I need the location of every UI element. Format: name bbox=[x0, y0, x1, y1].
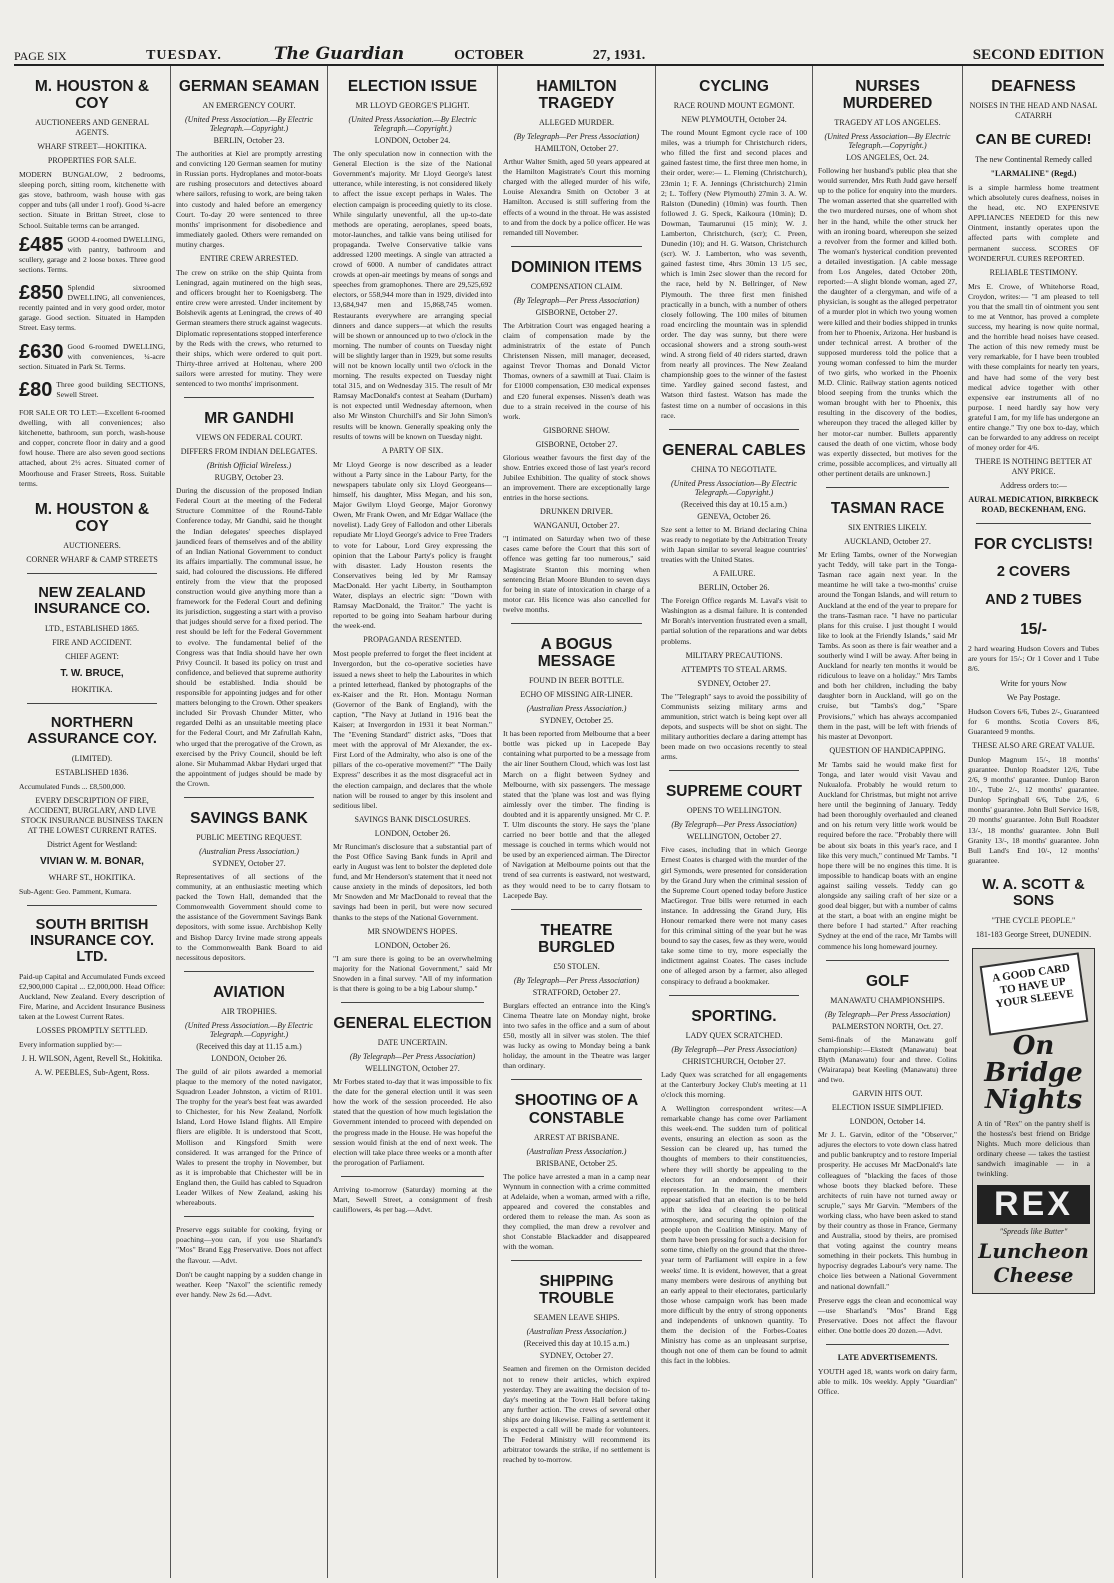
article-dateline: BERLIN, October 26. bbox=[698, 583, 770, 593]
article-dateline: LONDON, October 26. bbox=[374, 940, 451, 950]
advert-price: 15/- bbox=[1020, 621, 1047, 639]
article-subheading: PUBLIC MEETING REQUEST. bbox=[196, 833, 302, 843]
column-2 bbox=[171, 66, 328, 1578]
article-body: Mr Erling Tambs, owner of the Norwegian yacht Teddy, will take part in the Tonga-Tasman race again next year. In the meantime he will take a two-months' cruise around the Tongan Islands, and will return to Auckland at the end of the year to prepare for the trans-Tasman race. "I have no particular plans for this cruise. I just thought I would like to look at the Friendly Islands," said Mr Tambs. As soon as there is fair weather and a southerly wind I will be away. After being in Auckland for nearly ten months it would be ridiculous to leave on a holiday." Mrs Tambs and both her children, including the baby daughter born in Auckland, will go on the cruise, but "Tambs's dog," "Spare Provisions," which has always accompanied them in the past, will be left with friends of his master at Devonport. bbox=[818, 550, 957, 741]
info-text: Every information supplied by:— bbox=[19, 1040, 122, 1050]
column-7-ads bbox=[963, 66, 1104, 1578]
article-body: Five cases, including that in which George Ernest Coates is charged with the murder of the girl Symonds, were presented for consideration by the Grand Jury when the criminal session of the Supreme Court opened today before Justice MacGregor. True bills were returned in each instance. In addressing the Grand Jury, His Honour remarked there were not many cases for this criminal sitting of the year but he was bound to say the cases, few as they were, would take some time to try, more especially the indictment against Coates. The cases include one of alleged arson by a farmer, also alleged conspiracy to defraud a bookmaker. bbox=[661, 845, 807, 986]
article-source: (Australian Press Association.) bbox=[526, 1146, 627, 1156]
masthead bbox=[14, 38, 1104, 66]
article-headline: AVIATION bbox=[213, 983, 285, 1001]
property-ad: MODERN BUNGALOW, 2 bedrooms, sleeping porch, sitting room, kitchenette with gas stove, bathroom, wash house with gas copper and tubs (all under 1 roof). Good ¼-acre section. Situate in Brittan Street, close to School. Suitable terms can be arranged. bbox=[19, 170, 165, 230]
article-subheading: MR SNOWDEN'S HOPES. bbox=[367, 926, 458, 936]
article-subheading: QUESTION OF HANDICAPPING. bbox=[829, 745, 946, 755]
article-headline: TASMAN RACE bbox=[830, 500, 945, 517]
advert-text: Preserve eggs suitable for cooking, frying or poaching—you can, if you use Sharland's "Mos" Brand Egg Preservative. Does not affect the flavour. —Advt. bbox=[176, 1225, 322, 1265]
article-headline: GENERAL ELECTION bbox=[333, 1014, 492, 1032]
article-subheading: A FAILURE. bbox=[712, 569, 756, 579]
article-dateline: RUGBY, October 23. bbox=[214, 473, 284, 483]
article-headline: SHOOTING OF A CONSTABLE bbox=[514, 1092, 639, 1127]
article-headline: SAVINGS BANK bbox=[190, 809, 308, 827]
losses-text: LOSSES PROMPTLY SETTLED. bbox=[36, 1026, 148, 1036]
article-headline: DOMINION ITEMS bbox=[511, 258, 642, 276]
article-source: (United Press Association—By Electric Telegraph.—Copyright.) bbox=[671, 478, 797, 497]
article-dateline: BERLIN, October 23. bbox=[213, 136, 285, 146]
article-dateline: LONDON, October 26. bbox=[374, 828, 451, 838]
insurance-company-name: SOUTH BRITISH INSURANCE COY. LTD. bbox=[29, 916, 155, 965]
insurance-company-name: NORTHERN ASSURANCE COY. bbox=[27, 714, 157, 747]
property-text: Splendid sixroomed DWELLING, all conveniences, recently painted and in very good order, motor garage. Good section. Situated in Hampden Street. Easy terms. bbox=[19, 283, 165, 333]
firm-address: WHARF STREET—HOKITIKA. bbox=[37, 142, 147, 152]
article-source: (By Telegraph—Per Press Association) bbox=[513, 295, 640, 305]
article-body: The crew on strike on the ship Quinta from Leningrad, again mutinered on the high seas, and officers brought her to Koenigsberg. The entire crew were arrested. Under incitement by Bolshevik agents at Leningrad, the crews of 40 German steamers there struck against wagecuts. Diplomatic representations stopped interference by the Reds with the crews, who returned to their ships, which were ordered to quit port. Thirty-three arrived at Holtenau, where 200 sailors were arrested for mutiny. They were sentenced to two months' imprisonment. bbox=[176, 267, 322, 389]
article-body: Lady Quex was scratched for all engagements at the Canterbury Jockey Club's meeting at 11 o'clock this morning. bbox=[661, 1069, 807, 1099]
article-subheading: RACE ROUND MOUNT EGMONT. bbox=[673, 101, 795, 111]
insurance-type: FIRE AND ACCIDENT. bbox=[52, 637, 132, 647]
article-headline: MR GANDHI bbox=[204, 410, 294, 428]
article-source: (Australian Press Association.) bbox=[526, 1327, 627, 1337]
sub-agent-name: A. W. PEEBLES, Sub-Agent, Ross. bbox=[34, 1068, 150, 1078]
advert-text: Don't be caught napping by a sudden change in weather. Keep "Naxol" the scientific remedy ever handy. New 2s 6d.—Advt. bbox=[176, 1269, 322, 1299]
advert-headline: CAN BE CURED! bbox=[975, 132, 1092, 149]
advert-body: Mrs E. Crowe, of Whitehorse Road, Croydon, writes:— "I am pleased to tell you that the small tin of ointment you sent to me at Ventnor, has proved a complete success, my hearing is now quite normal, and the horrible head noises have ceased. The action of this new remedy must be very remarkable, for I have been troubled with these complaints for nearly ten years, and have had some of the very best medical advice together with other expensive ear instruments all of no purpose. I need hardly say how very grateful I am, for my life has undergone an entire change." Try one box to-day, which can be forwarded to any address on receipt of money order for 4/6. bbox=[968, 281, 1099, 453]
firm-name: M. HOUSTON & COY bbox=[34, 500, 150, 535]
article-body: The "Telegraph" says to avoid the possibility of Communists seizing military arms and ammunition, strict watch is being kept over all depots, and suspects will be shot on sight. The military authorities declare a daring attempt has been made on two occasions recently to steal arms. bbox=[661, 691, 807, 762]
article-dateline: LONDON, October 26. bbox=[211, 1053, 287, 1063]
property-ad bbox=[19, 380, 165, 400]
article-dateline: PALMERSTON NORTH, Oct. 27. bbox=[831, 1021, 944, 1031]
article-dateline: GENEVA, October 26. bbox=[697, 511, 771, 521]
advert-body: A tin of "Rex" on the pantry shelf is the hostess's best friend on Bridge Nights. Much more delicious than ordinary cheese — takes the tastiest sandwich imaginable — in a twinkling. bbox=[977, 1118, 1090, 1179]
article-subheading: PROPAGANDA RESENTED. bbox=[363, 635, 462, 645]
article-source: (By Telegraph—Per Press Association) bbox=[671, 1044, 797, 1054]
article-body: Mr Tambs said he would make first for Tonga, and later would visit Vavau and Nukualofa. Probably he would return to Auckland for Christmas, but might not arrive here until the beginning of January. Teddy had been thoroughly overhauled and cleaned and on his return very little work would be required before the race. "Probably there will be about six boats in this year's race, and I like this very much," continued Mr Tambs. "I hope there will be no engines this time. It is impossible to handicap boats with an engine against sailing vessels. Teddy can go alongside any sailing craft of her size or a good deal bigger, but with a number of calms at the start, a boat with an engine might be there before I had started." After reaching Sydney at the end of the race, Mr Tambs will commence his long homeward journey. bbox=[818, 759, 957, 951]
article-subheading: SAVINGS BANK DISCLOSURES. bbox=[354, 814, 471, 824]
advert-subheading: The new Continental Remedy called bbox=[975, 154, 1092, 164]
article-headline: GOLF bbox=[865, 972, 910, 990]
article-subheading: AIR TROPHIES. bbox=[221, 1006, 277, 1016]
article-subheading: GARVIN HITS OUT. bbox=[852, 1089, 923, 1099]
advert-headline: DEAFNESS bbox=[991, 78, 1076, 95]
advert-body: 2 hard wearing Hudson Covers and Tubes are yours for 15/-; Or 1 Cover and 1 Tube 8/6. bbox=[968, 644, 1099, 674]
advert-subheading: RELIABLE TESTIMONY. bbox=[989, 267, 1078, 277]
article-body: Sze sent a letter to M. Briand declaring China was ready to negotiate by the Arbitration Treaty with Japan similar to several league countries' treaties with the United States. bbox=[661, 524, 807, 565]
article-headline: NURSES MURDERED bbox=[842, 78, 933, 113]
rex-cheese-advert bbox=[972, 948, 1095, 1294]
article-subheading: ECHO OF MISSING AIR-LINER. bbox=[520, 690, 633, 700]
advert-address: AURAL MEDICATION, BIRKBECK ROAD, BECKENHAM, ENG. bbox=[968, 495, 1099, 515]
article-source: (United Press Association.—By Electric Telegraph.—Copyright.) bbox=[348, 115, 477, 134]
article-body: The Foreign Office regards M. Laval's visit to Washington as a dismal failure. It is contended Mr Borah's intervention frustrated even a small, partial solution of the reparations and war debts problems. bbox=[661, 596, 807, 646]
article-dateline: AUCKLAND, October 27. bbox=[844, 537, 931, 547]
classified-ad: YOUTH aged 18, wants work on dairy farm, able to milk. 10s weekly. Apply "Guardian" Office. bbox=[818, 1367, 957, 1397]
insurance-established: LTD., ESTABLISHED 1865. bbox=[45, 623, 139, 633]
article-source: (By Telegraph—Per Press Association) bbox=[513, 975, 640, 985]
article-headline: SHIPPING TROUBLE bbox=[539, 1273, 614, 1308]
article-source: (United Press Association—By Electric Telegraph.—Copyright.) bbox=[824, 132, 951, 151]
article-headline: SPORTING. bbox=[691, 1007, 777, 1025]
article-dateline: SYDNEY, October 27. bbox=[697, 678, 771, 688]
property-ad: FOR SALE OR TO LET:—Excellent 6-roomed dwelling, with all conveniences; also kitchenette, bathroom, sun porch, wash-house and copper, concrete floor in dairy and a good fowl house. There are also seven good sections attached, about 2½ acres. Situated corner of Moorhouse and Fraser Streets, Ross. Suitable terms. bbox=[19, 407, 165, 488]
advert-headline: On Bridge Nights bbox=[984, 1030, 1083, 1116]
article-subheading: OPENS TO WELLINGTON. bbox=[686, 806, 782, 816]
agent-name: VIVIAN W. M. BONAR, bbox=[40, 855, 144, 867]
article-headline: CYCLING bbox=[699, 78, 769, 95]
property-text: GOOD 4-roomed DWELLING, with pantry, bathroom and scullery, garage and 2 loose boxes. Three good sections. Terms. bbox=[19, 234, 165, 274]
article-body: Arthur Walter Smith, aged 50 years appeared at the Hamilton Magistrate's Court this morning charged with the alleged murder of his wife, Louise Alexandra Smith on October 3 at Hamilton. Accused is still suffering from the effects of a wound in the throat. He was assisted to and from the dock by a police officer. He was remanded till November. bbox=[503, 157, 650, 237]
property-price: £630 bbox=[19, 340, 64, 363]
article-body: Following her husband's public plea that she would surrender, Mrs Ruth Judd gave herself up to the police for enquiry into the murders. The woman asserted that she quarrelled with the two murdered nurses, one of whom shot her in the hand, while the other struck her with an ironing board, whereupon she seized a revolver from the former and killed both. The woman's hysterical condition prevented a detailed investigation. [A cable message from Los Angeles, dated October 20th, reported:—A slight blonde woman, aged 27, the daughter of a clergyman, and wife of a physician, is sought as the alleged perpetrator of a murder plot in which two young women were killed and their bodies shipped in trunks from her to Phoenix, Arizona. Her husband is under technical arrest. A brother of the supposed murderess told the police that a young woman confessed to him the murder of two girls, who worked in the Phoenix M.D. Clinic. Railway station agents noticed blood seeping from the trunks which the woman brought with her to Phoenix, this resulting in the discovery of the bodies, whereupon they traced the alleged killer by her motor-car number. Bullets apparently caused the death of one victim, whose body was expertly dissected, but motives for the crime, possible accomplices, and virtually all other pertinent details are unknown.] bbox=[818, 166, 957, 478]
masthead-date: 27, 1931. bbox=[592, 48, 646, 63]
advert-headline: 2 COVERS bbox=[996, 564, 1071, 581]
article-body: The only speculation now in connection with the General Election is the size of the National Government's majority. Mr Lloyd George's latest utterance, while interesting, is not considered likely to affect the issue except perhaps in Wales. The election campaign is proceeding quietly to its close. While singularly uneventful, all the up-to-date methods are operating, aeroplanes, speed boats, motor-launches, and talkie vans being utilised for propaganda. Twelve Conservative talkie vans addressed 1200 meetings. A single van attracted a crowd of 6000. A number of candidates attract crowds at open-air meetings by means of songs and speeches from gramophones. There are 29,525,692 electors, or 558,944 more than in 1929, divided into 13,684,947 men and 15,868,745 women. Restaurants everywhere are arranging special dinners and dance suppers—at which the results will be shown or announced up to two o'clock in the morning. The number of counts on Tuesday night will be slightly larger than in 1929, but some results will not be known locally until two o'clock in the morning. The results expected on Tuesday night total 315, and on Wednesday 315. The result of Mr Ramsay MacDonald's contest at Seaham (Durham) is not expected until Wednesday afternoon, when also Mr Winston Churchill's and Sir John Simon's results will be known. Generally speaking only the results of towns will be known on Tuesday night. bbox=[333, 149, 492, 441]
newspaper-title: The Guardian bbox=[273, 44, 405, 64]
article-subheading: LADY QUEX SCRATCHED. bbox=[685, 1030, 783, 1040]
article-headline: SUPREME COURT bbox=[665, 783, 803, 801]
advert-subheading: NOISES IN THE HEAD AND NASAL CATARRH bbox=[969, 101, 1098, 121]
article-body: During the discussion of the proposed Indian Federal Court at the meeting of the Federal Structure Committee of the Round-Table Conference today, Mr Gandhi, said he thought the Indian delegates' speeches displayed jaundiced fears of themselves and of the ability of an Indian National Government to conduct its affairs impartially. The communal issue, he said, had coloured the discussions. He differed entirely from the view that the proposed construction would give anything more than a framework for the Federal Court and defining its jurisdiction, suggesting a start with a proviso that judges should serve for a fixed period. The rest should be left for the Federal Government to evolve. The fundamental belief of the Congress was that India should have her own Privy Council. It based its policy on trust and confidence, and believed that supreme authority should be established. India should be responsible for appointing judges and for other matters belonging to the Crown. Other speakers included Sir Provash Chunder Mitter, who regarded Delhi as an unsuitable meeting place for the Federal Court, and Mr Zafrullah Kahn, who urged that the prerogative of the Crown, as exercised by the Privy Council, should be left alone. Sir Muhammad Akbar Hydari urged that the appointment of judges should be made by the Crown. bbox=[176, 486, 322, 788]
property-ad bbox=[19, 235, 165, 275]
article-subheading: MILITARY PRECAUTIONS. bbox=[685, 650, 783, 660]
sub-agent: Sub-Agent: Geo. Pamment, Kumara. bbox=[19, 886, 132, 896]
article-dateline: SYDNEY, October 27. bbox=[539, 1351, 614, 1361]
edition-label: SECOND EDITION bbox=[972, 47, 1104, 63]
advert-headline: AND 2 TUBES bbox=[985, 592, 1082, 609]
article-body: A Wellington correspondent writes:—A remarkable change has come over Parliament this week-end. The sudden turn of political events, ensuring an election as soon as the Session can be cleared up, has turned the thoughts of members to their constituencies, where they will shortly be appealing to the electors for an endorsement of their representation. In the main, the members appear satisfied that an election is to be held with the idea of clearing the political atmosphere, and securing the opinion of the people upon the Coalition Ministry. Many of them have been pressing for such a decision for some time, chiefly on the ground that the three-year term of Parliament will expire in a few weeks' time. It is evident, however, that a great many members were desirous of anything but an early appeal to their electorates, particularly those whose campaign work has been made more difficult by the entry of strong opponents and independents of unknown quantity. To them the decision of the Forbes-Coates Ministry has come as an unpleasant surprise, though not one of them can be found to admit this fact in the lobbies. bbox=[661, 1104, 807, 1366]
article-source: (By Telegraph—Per Press Association) bbox=[824, 1009, 951, 1019]
article-body: Mr J. L. Garvin, editor of the "Observer," adjures the electors to vote down class hatred and public bankruptcy and to restore Imperial prosperity. He accuses Mr MacDonald's late colleagues of "blacking the faces of those whose boots they blacked before. These architects of ruin have not turned away or scruple," says Mr Garvin. "Members of the working class, who have been asked to stand by their country as those in France, Germany and Australia, stood by theirs, are promised that voting against the country means something in their pockets. This humbug in hypocrisy degrades Labour's very name. The choice lies between a National Government and national downfall." bbox=[818, 1130, 957, 1291]
advert-subheading: We Pay Postage. bbox=[1006, 692, 1061, 702]
article-subheading: SEAMEN LEAVE SHIPS. bbox=[533, 1313, 620, 1323]
article-body: The guild of air pilots awarded a memorial plaque to the memory of the noted navigator, Squadron Leader Johnston, a victim of R101. The trophy for the year's best feat was awarded to Chichester, for his New Zealand, Norfolk Island, Lord Howe Island flights. All Empire fliers are eligible. It is understood that Scott, Mollison and Kingsford Smith were considered. It was arranged for the Prince of Wales to present the trophy in November, but as it is improbable that Chichester will be in England then, the Guild has cabled to Squadron Leader Wilkes of New Zealand, asking his whereabouts. bbox=[176, 1066, 322, 1208]
article-body: "I intimated on Saturday when two of these cases came before the Court that this sort of offence was getting far too numerous," said Magistrate Stanton this morning when sentencing Brian Moore Blunden to seven days for being in state of intoxication in charge of a motor car. His licence was also cancelled for twelve months. bbox=[503, 534, 650, 614]
firm-name: M. HOUSTON & COY bbox=[34, 78, 150, 113]
advert-subheading: Address orders to:— bbox=[1000, 481, 1067, 491]
advert-body: is a simple harmless home treatment which absolutely cures deafness, noises in the head, etc. NO EXPENSIVE APPLIANCES NEEDED for this new Ointment, instantly operates upon the affected parts with complete and permanent success. SCORES OF WONDERFUL CURES REPORTED. bbox=[968, 182, 1099, 263]
article-subheading: AN EMERGENCY COURT. bbox=[202, 101, 296, 111]
article-headline: A BOGUS MESSAGE bbox=[537, 636, 616, 671]
article-subheading: MR LLOYD GEORGE'S PLIGHT. bbox=[355, 101, 470, 111]
article-source: (Australian Press Association.) bbox=[526, 704, 627, 714]
article-subheading: VIEWS ON FEDERAL COURT. bbox=[195, 433, 303, 443]
article-body: The round Mount Egmont cycle race of 100 miles, was a triumph for Christchurch riders, who filled the first and second places and gained fastest time, the first three men home, in their order, were:— L. Fleming (Christchurch), 23min 1; F. A. Jennings (Christchurch) 21min 2; L. Toffery (New Plymouth) 27min 3. A. W. Ralston (Dunedin) (10min) was fourth. Then followed J. G. Speck, Kaikoura (10min); D. Dowman, Taumarunui (15 min); W. J. Lamberton, Christchurch, (scr); C. Preen, Dunedin (10); and H. G. Watson, Christchurch (scr). W. J. Lamberton, who was seventh, gained fastest time, 4hrs 30min 13 1/5 sec, which is 1min 2sec slower than the record for the race, held by N. Bellringer, of New Plymouth. The three first men finished practically in a bunch, with a number of others closely following. The 100 miles of bitumen road encircling the mountain was in splendid order. The day was sunny, but there were occasional showers and a strong south-west wind. A strong field of 40 riders started, drawn from nearly all provinces. The New Zealand championship goes to the winner of the fastest time. Yardley gained second fastest, and Watson third fastest. Watson has made the fastest time on a number of occasions in this race. bbox=[661, 128, 807, 420]
property-price: £850 bbox=[19, 282, 64, 305]
article-source: (Australian Press Association.) bbox=[199, 847, 299, 857]
article-headline: HAMILTON TRAGEDY bbox=[536, 78, 617, 113]
article-subheading: ELECTION ISSUE SIMPLIFIED. bbox=[831, 1103, 944, 1113]
article-body: It has been reported from Melbourne that a beer bottle was picked up in Lacepede Bay containing what purported to be a message from the air liner Southern Cloud, which was lost last March on a flight between Sydney and Melbourne, with six passengers. The message stated that the 'plane was lost and was flying aimlessly over the timber. The finding is doubted and it is apparently unsigned. Mr C. P. T. Ulm discounts the story. He says the 'plane carried no beer bottle and that the alleged message is couched in terms which would not be used by an experienced airman. The Director of Navigation at Melbourne points out that the trend of sea currents is eastward, not westward, as they would need to be to carry flotsam to Lacepede Bay. bbox=[503, 729, 650, 900]
column-6 bbox=[813, 66, 963, 1578]
article-source: (United Press Association.—By Electric Telegraph.—Copyright.) bbox=[185, 1020, 313, 1039]
agent-name: T. W. BRUCE, bbox=[60, 667, 124, 679]
agent-location: HOKITIKA. bbox=[71, 684, 113, 694]
article-subheading: ALLEGED MURDER. bbox=[538, 118, 615, 128]
firm-description: AUCTIONEERS AND GENERAL AGENTS. bbox=[35, 118, 149, 138]
page-number: PAGE SIX bbox=[14, 49, 67, 63]
capital-text: Paid-up Capital and Accumulated Funds exceed £2,900,000 Capital ... £2,000,000. Head Office: Auckland, New Zealand. Every description of Fire, Marine, and Accident Insurance Business taken at the Lowest Current Rates. bbox=[19, 971, 165, 1021]
received-note: (Received this day at 10.15 a.m.) bbox=[681, 499, 787, 509]
property-text: Good 6-roomed DWELLING, with conveniences, ¼-acre section. Situated in Park St. Terms. bbox=[19, 341, 165, 371]
article-headline: GERMAN SEAMAN bbox=[178, 78, 320, 95]
article-dateline: LOS ANGELES, Oct. 24. bbox=[846, 153, 929, 163]
article-dateline: GISBORNE, October 27. bbox=[535, 439, 618, 449]
article-subheading: SIX ENTRIES LIKELY. bbox=[848, 523, 927, 533]
product-name: "LARMALINE" (Regd.) bbox=[990, 168, 1077, 178]
advert-body: Hudson Covers 6/6, Tubes 2/-, Guaranteed for 6 months. Scotia Covers 8/6, Guaranteed 9 months. bbox=[968, 706, 1099, 736]
advert-firm-name: W. A. SCOTT & SONS bbox=[982, 876, 1085, 909]
article-body: The authorities at Kiel are promptly arresting and convicting 120 German seamen for mutiny in Russian ports. Hydroplanes and motor-boats are rushing prosecutors and detectives aboard where sailors, refusing to work, are being taken into custody and haled before an emergency Court. To-day 20 were sentenced to three months' imprisonment for disobedience and immediately gaoled. Others were remanded on mutiny charges. bbox=[176, 149, 322, 249]
column-4 bbox=[498, 66, 656, 1578]
property-text: Three good building SECTIONS, Sewell Street. bbox=[56, 379, 165, 399]
article-dateline: LONDON, October 14. bbox=[849, 1117, 926, 1127]
property-price: £80 bbox=[19, 378, 53, 401]
article-subheading: DATE UNCERTAIN. bbox=[377, 1038, 448, 1048]
article-dateline: NEW PLYMOUTH, October 24. bbox=[681, 115, 787, 125]
article-dateline: BRISBANE, October 25. bbox=[535, 1158, 618, 1168]
column-5 bbox=[656, 66, 813, 1578]
article-subheading: FOUND IN BEER BOTTLE. bbox=[528, 676, 625, 686]
playing-card-illustration: A GOOD CARD TO HAVE UP YOUR SLEEVE bbox=[979, 952, 1088, 1035]
insurance-description: EVERY DESCRIPTION OF FIRE, ACCIDENT, BURGLARY, AND LIVE STOCK INSURANCE BUSINESS TAKEN AT THE LOWEST CURRENT RATES. bbox=[21, 795, 163, 835]
article-dateline: GISBORNE, October 27. bbox=[535, 307, 618, 317]
article-dateline: WELLINGTON, October 27. bbox=[686, 832, 782, 842]
article-subheading: A PARTY OF SIX. bbox=[381, 445, 444, 455]
article-dateline: SYDNEY, October 27. bbox=[212, 859, 286, 869]
column-3 bbox=[328, 66, 498, 1578]
received-note: (Received this day at 10.15 a.m.) bbox=[523, 1339, 630, 1349]
company-status: (LIMITED). bbox=[71, 753, 113, 763]
article-dateline: LONDON, October 24. bbox=[374, 136, 451, 146]
property-price: £485 bbox=[19, 233, 64, 256]
article-headline: THEATRE BURGLED bbox=[538, 921, 615, 956]
chief-agent-label: CHIEF AGENT: bbox=[65, 651, 119, 661]
article-headline: GENERAL CABLES bbox=[662, 441, 806, 459]
property-ad bbox=[19, 342, 165, 372]
article-body: "I am sure there is going to be an overwhelming majority for the National Government," said Mr Snowden in a final survey. "All of my information is that there is going to be a big Labour slump." bbox=[333, 953, 492, 993]
article-body: Burglars effected an entrance into the King's Cinema Theatre late on Monday night, broke into two safes in the office and a sum of about £50, mostly all in silver was stolen. The thief was lucky as owing to Monday being a bank holiday, the amount in the Theatre was larger than ordinary. bbox=[503, 1000, 650, 1071]
article-subheading: COMPENSATION CLAIM. bbox=[530, 281, 623, 291]
article-dateline: CHRISTCHURCH, October 27. bbox=[682, 1056, 786, 1066]
advert-text: Arriving to-morrow (Saturday) morning at the Mart, Sewell Street, a consignment of fresh cauliflowers, 4s per bag.—Advt. bbox=[333, 1184, 492, 1215]
property-ad bbox=[19, 283, 165, 333]
column-1-ads bbox=[14, 66, 171, 1578]
advert-slogan: "Spreads like Butter" bbox=[999, 1227, 1068, 1237]
article-subheading: DRUNKEN DRIVER. bbox=[540, 507, 613, 517]
article-headline: ELECTION ISSUE bbox=[347, 78, 478, 95]
article-dateline: WELLINGTON, October 27. bbox=[365, 1064, 460, 1074]
advert-text: Preserve eggs the clean and economical way—use Sharland's "Mos" Brand Egg Preservative. Does not affect the flavour either. One bottle does 20 dozen.—Advt. bbox=[818, 1295, 957, 1335]
rex-logo: REX bbox=[977, 1185, 1090, 1224]
article-subheading: ATTEMPTS TO STEAL ARMS. bbox=[681, 664, 787, 674]
advert-headline: FOR CYCLISTS! bbox=[974, 536, 1093, 554]
district-agent-label: District Agent for Westland: bbox=[46, 839, 138, 849]
article-source: (By Telegraph—Per Press Association) bbox=[513, 132, 640, 142]
article-dateline: WANGANUI, October 27. bbox=[533, 521, 620, 531]
article-subheading: TRAGEDY AT LOS ANGELES. bbox=[834, 118, 941, 128]
product-name: Luncheon Cheese bbox=[978, 1239, 1089, 1288]
article-subheading: CHINA TO NEGOTIATE. bbox=[691, 464, 777, 474]
article-dateline: STRATFORD, October 27. bbox=[532, 987, 621, 997]
article-subheading: £50 STOLEN. bbox=[553, 961, 600, 971]
agent-address: WHARF ST., HOKITIKA. bbox=[48, 872, 136, 882]
article-body: Mr Runciman's disclosure that a substantial part of the Post Office Saving Bank funds in April and early in August was lent to bolster the depleted dole fund, and Mr Henderson's statement that it need not cause anxiety in the minds of depositors, led both Mr Snowden and Mr MacDonald to reveal that the savings had been in peril, but were now secured thanks to the steps of the National Government. bbox=[333, 841, 492, 922]
insurance-company-name: NEW ZEALAND INSURANCE CO. bbox=[33, 584, 150, 617]
masthead-day: TUESDAY. bbox=[146, 48, 222, 63]
article-body: The Arbitration Court was engaged hearing a claim of compensation made by the administratrix of the estate of Punch Christensen Nissen, mill manager, deceased, against Trevor Thomas and Donald Victor Thomas, owners of a sawmill at Tuai. Claim is for £1000 compensation, £30 medical expenses and £20 funeral expenses. Nissen's death was due to a strain received in the course of his work. bbox=[503, 320, 650, 421]
article-subheading: GISBORNE SHOW. bbox=[543, 425, 610, 435]
advert-address: 181-183 George Street, DUNEDIN. bbox=[975, 929, 1092, 939]
firm-description: AUCTIONEERS. bbox=[63, 540, 121, 550]
article-subheading: ARREST AT BRISBANE. bbox=[533, 1132, 620, 1142]
insurance-established: ESTABLISHED 1836. bbox=[55, 767, 129, 777]
late-advertisements-heading: LATE ADVERTISEMENTS. bbox=[837, 1353, 938, 1362]
advert-subheading: THERE IS NOTHING BETTER AT ANY PRICE. bbox=[975, 457, 1092, 477]
article-body: Most people preferred to forget the fleet incident at Invergordon, but the co-operative societies have issued a news sheet to help the Labourites in which a printed letterhead, flanked by photographs of the ex-Kaiser and the Rt. Hon. Montagu Norman (Governor of the Bank of England), with the caption, "The Navy at Jutland in 1916 beat the Kaiser; at Invergordon in 1931 it beat Norman." The "Evening Standard" district asks, "Does that meet with the approval of Mr Alexander, the ex-First Lord of the Admiralty, who also is one of the pillars of the co-operative movement?" "The Daily Express" describes it as the most disgraceful act in the election campaign, and declares that the whole nation will be roused to anger by this insolent and seditious libel. bbox=[333, 649, 492, 810]
masthead-month: OCTOBER bbox=[454, 48, 524, 63]
received-note: (Received this day at 11.15 a.m.) bbox=[196, 1041, 302, 1051]
advert-subheading: "THE CYCLE PEOPLE." bbox=[991, 915, 1076, 925]
agent-name: J. H. WILSON, Agent, Revell St., Hokitika. bbox=[21, 1054, 163, 1064]
article-dateline: SYDNEY, October 25. bbox=[539, 716, 614, 726]
article-body: Seamen and firemen on the Ormiston decided not to renew their articles, which expired yesterday. They are awaiting the decision of to-day's meeting at the Town Hall before taking any further action. The crews of several other ships are doing likewise. Failing a settlement it is expected a call will be made for volunteers. The Federal Ministry will recommend its arbitrator towards the strike, if no settlement is reached by to-morrow. bbox=[503, 1364, 650, 1465]
article-body: The police have arrested a man in a camp near Wynnum in connection with a crime committed at Adelaide, when a woman, armed with a rifle, appeared and covered the constables and ordered them to release the man. As soon as they complied, the man drew a revolver and shot Constable Blackadder and disappeared with the woman. bbox=[503, 1171, 650, 1252]
article-source: (By Telegraph—Per Press Association) bbox=[349, 1052, 476, 1062]
article-body: Semi-finals of the Manawatu golf championship:—Ekstedt (Manawatu) beat Blyth (Manawatu) four and three. Colins (Wairarapa) beat Keeling (Manawatu) three and two. bbox=[818, 1034, 957, 1085]
article-subheading: ENTIRE CREW ARRESTED. bbox=[199, 253, 299, 263]
article-body: Mr Lloyd George is now described as a leader without a Party since in the Labour Party, for the newspapers tabulate only six Lloyd Georgeans—himself, his daughter, Miss Megan, and his son, Major Gwilym Lloyd George, Major Goronwy Owen, Mr Frank Owen, and Mr Edgar Wallace (the novelist). Lady Grey of Fallodon and other Liberals repudiate Mr Lloyd George's advice to Free Traders to vote for Labour, Lord Grey expressing the opinion that the Labour Party's policy is fraught with disaster. Lady Houston resents the Conservatives being led by Mr Ramsay MacDonald. Her yacht Liberty, in Southampton Water, displays an electric sign: "Down with Ramsay MacDonald, the Traitor." The yacht is reported to be going into Seaham harbour during the week-end. bbox=[333, 459, 492, 631]
article-subheading: MANAWATU CHAMPIONSHIPS. bbox=[830, 995, 945, 1005]
advert-subheading: Write for yours Now bbox=[1000, 678, 1067, 688]
article-body: Mr Forbes stated to-day that it was impossible to fix the date for the general election until it was seen how the work of the session proceeded. He also stated that the question of how much legislation the Government intended to proceed with depended on the progress made in the House. He was hopeful the session would finish at the end of next week. The election will take place three weeks or a month after the prorogation of Parliament. bbox=[333, 1077, 492, 1167]
article-dateline: HAMILTON, October 27. bbox=[534, 144, 619, 154]
article-source: (British Official Wireless.) bbox=[206, 461, 292, 471]
advert-subheading: THESE ALSO ARE GREAT VALUE. bbox=[972, 740, 1095, 750]
article-source: (By Telegraph—Per Press Association) bbox=[671, 820, 797, 830]
firm-address: CORNER WHARF & CAMP STREETS bbox=[26, 554, 158, 564]
article-body: Glorious weather favours the first day of the show. Entries exceed those of last year's record Jubilee Exhibition. The quality of stock shows an improvement. There are exceptionally large entries in the horse sections. bbox=[503, 452, 650, 503]
advert-body: Dunlop Magnum 15/-, 18 months' guarantee. Dunlop Roadster 12/6, Tube 2/6, 9 months' guarantee. Dunlop Baron 10/-, Tube 2/-, 12 months' guarantee. Dunlop Springball 6/6, Tube 2/6, 6 months' guarantee. John Bull Service 16/8, 20 months' guarantee. John Bull Roadster 13/-, 18 months' guarantee. John Bull Granity 13/-, 18 months' guarantee. John Bull Land's End 10/-, 12 months' guarantee. bbox=[968, 754, 1099, 865]
accumulated-funds: Accumulated Funds ... £8,500,000. bbox=[19, 781, 126, 791]
article-source: (United Press Association.—By Electric Telegraph.—Copyright.) bbox=[185, 115, 313, 134]
article-subheading: DIFFERS FROM INDIAN DELEGATES. bbox=[180, 447, 318, 457]
article-body: Representatives of all sections of the community, at an enthusiastic meeting which packed the Town Hall, demanded that the Commonwealth Government should come to the assistance of the Government Savings Bank depositors, with some issue. Archbishop Kelly and Bishop Darcy Irvine made strong appeals to the Commonwealth Bank Board to aid necessitous depositors. bbox=[176, 872, 322, 962]
properties-heading: PROPERTIES FOR SALE. bbox=[47, 156, 137, 166]
